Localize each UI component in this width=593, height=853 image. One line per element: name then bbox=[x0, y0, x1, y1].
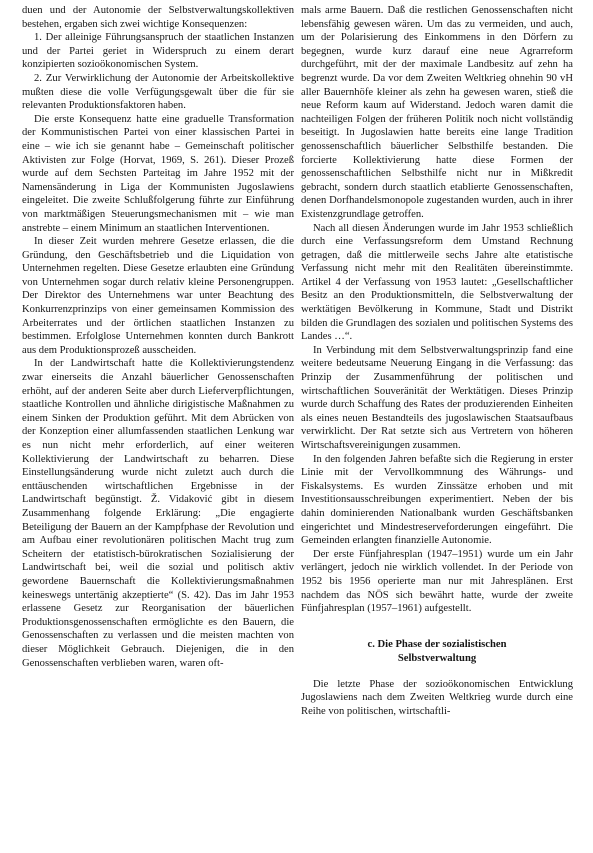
paragraph-party-transformation: Die erste Konsequenz hatte eine graduelle Transformation der Kommunistischen Partei von einer klassischen Partei in eine – wie ich sie genannt habe – Gemeinschaft politischer Aktivisten zur Folge (Horvat, 1969, S. 261). Dieser Prozeß wurde auf dem Sechsten Parteitag im Jahre 1952 mit der Namensänderung in Liga der Kommunisten Jugoslawiens eingeleitet. Die zweite Schlußfolgerung führte zur Einführung von marktmäßigen Steuerungsmechanismen mit – wie man anstrebte – einem Minimum an staatlichen Interventionen. bbox=[22, 113, 294, 234]
paragraph-final-phase: Die letzte Phase der sozioökonomischen Entwicklung Jugoslawiens nach dem Zweiten Weltkrieg wurde durch eine Reihe von politischen, wirtschaftli- bbox=[301, 678, 573, 717]
paragraph-enterprise-laws: In dieser Zeit wurden mehrere Gesetze erlassen, die die Gründung, den Geschäftsbetrieb und die Liquidation von Unternehmen regelten. Diese Gesetze erlaubten eine Gründung von Unternehmen sogar durch relativ kleine Personengruppen. Der Direktor des Unternehmens war unter Beachtung des Konkurrenzprinzips von einer gemeinsamen Kommission des Arbeiterrates und der örtlichen staatlichen Instanzen zu bestimmen. Erfolglose Unternehmen konnten durch Bankrott aus dem Produktionsprozeß ausscheiden. bbox=[22, 236, 294, 356]
section-heading-line-2: Selbstverwaltung bbox=[397, 652, 477, 664]
right-column bbox=[301, 4, 573, 719]
paragraph-monetary-system: In den folgenden Jahren befaßte sich die Regierung in erster Linie mit der Vervollkommnung des Währungs- und Fiskalsystems. Es wurden Zinssätze erhoben und mit Investitionsausschreibungen experimentiert. Neben der bis dahin dominierenden Nationalbank wurden Geschäftsbanken eingerichtet und Mindestreserveforderungen eingeführt. Die Gemeinden erlangten finanzielle Autonomie. bbox=[301, 453, 573, 547]
paragraph-consequence-2: 2. Zur Verwirklichung der Autonomie der Arbeitskollektive mußten diese die volle Verfügungsgewalt über die für sie relevanten Produktionsfaktoren haben. bbox=[22, 72, 294, 112]
paragraph-agrarian-reform: mals arme Bauern. Daß die restlichen Genossenschaften nicht lebensfähig gewesen wären. Um das zu vermeiden, und auch, um der Polarisierung des Einkommens in den Dörfern zu begegnen, wurde kurz darauf eine neue Agrarreform durchgeführt, mit der der maximale Landbesitz auf zehn ha begrenzt wurde. Da vor dem Zweiten Weltkrieg ohnehin 90 vH aller Bauernhöfe kleiner als zehn ha gewesen waren, stieß die neue Reform kaum auf Widerstand. Jedoch waren damit die nachteiligen Folgen der früheren Politik noch nicht vollständig beseitigt. In Jugoslawien hatte bereits eine lange Tradition genossenschaftlich bäuerlicher Selbsthilfe bestanden. Die forcierte Kollektivierung hatte diese Formen der genossenschaftlichen Selbsthilfe nicht nur in Mißkredit gebracht, sondern durch staatlich etablierte Genossenschaften, denen Dorfhandelsmonopole zugestanden wurden, auch in ihrer Existenzgrundlage getroffen. bbox=[301, 5, 573, 220]
paragraph-consequence-1: 1. Der alleinige Führungsanspruch der staatlichen Instanzen und der Partei geriet in Widerspruch zu einem derart konzipierten sozioökonomischen System. bbox=[22, 32, 294, 71]
section-heading bbox=[301, 638, 573, 666]
paragraph-constitution-1953: Nach all diesen Änderungen wurde im Jahr 1953 schließlich durch eine Verfassungsreform dem Umstand Rechnung getragen, daß die mittlerweile sechs Jahre alte etatistische Verfassung nicht mehr mit den Realitäten übereinstimmte. Artikel 4 der Verfassung von 1953 lautet: „Gesellschaftlicher Besitz an den Produktionsmitteln, die Selbstverwaltung der werktätigen Bevölkerung in Kommune, Stadt und Distrikt bilden die Grundlagen des sozialen und politischen Systems des Landes …“. bbox=[301, 222, 573, 343]
left-column bbox=[22, 4, 294, 670]
section-heading-line-1: c. Die Phase der sozialistischen bbox=[367, 638, 507, 650]
paragraph-agriculture: In der Landwirtschaft hatte die Kollektivierungstendenz zwar einerseits die Anzahl bäuerlicher Genossenschaften erhöht, auf der anderen Seite aber durch Lieferverpflichtungen, staatliche Kontrollen und ähnliche dirigistische Maßnahmen zu einem Sinken der Produktion geführt. Mit dem Abrücken von der Konzeption einer allumfassenden staatlichen Lenkung war es nun nicht mehr erforderlich, auf einer weiteren Kollektivierung der Landwirtschaft zu beharren. Diese Einstellungsänderung wurde nicht zuletzt auch durch die enttäuschenden wirtschaftlichen Ergebnisse in der Landwirtschaft begünstigt. Ž. Vidaković gibt in diesem Zusammenhang folgende Erklärung: „Die engagierte Beteiligung der Bauern an der Kampfphase der Revolution und am Aufbau einer revolutionären politischen Macht trug zum Scheitern der etatistisch-bürokratischen Sozialisierung der Landwirtschaft bei, weil die sozial und politisch aktiv gewordene Bauernschaft die Kollektivierungsmaßnahmen keineswegs untertänig akzeptierte“ (S. 42). Das im Jahr 1953 erlassene Gesetz zur Reorganisation der bäuerlichen Produktionsgenossenschaften ermöglichte es den Bauern, die Genossenschaften zu verlassen und die meisten machten von dieser Möglichkeit Gebrauch. Diejenigen, die in den Genossenschaften verblieben waren, waren oft- bbox=[22, 358, 294, 669]
paragraph-five-year-plans: Der erste Fünfjahresplan (1947–1951) wurde um ein Jahr verlängert, jedoch nie wirklich vollendet. In der Periode von 1952 bis 1956 operierte man nur mit Jahresplänen. Erst nachdem das NÖS sich bewährt hatte, wurde der zweite Fünfjahresplan (1957–1961) aufgestellt. bbox=[301, 548, 573, 615]
paragraph-council-producers: In Verbindung mit dem Selbstverwaltungsprinzip fand eine weitere bedeutsame Neuerung Eingang in die Verfassung: das Prinzip der Zusammenführung der politischen und wirtschaftlichen Souveränität der Werktätigen. Dieses Prinzip wurde durch Schaffung des Rates der produzierenden Einheiten als eines neuen Bestandteils des jugoslawischen Staatsaufbaus verwirklicht. Der Rat setzte sich aus Vertretern von höheren Wirtschaftsvereinigungen zusammen. bbox=[301, 344, 573, 451]
paragraph-continuation: duen und der Autonomie der Selbstverwaltungskollektiven bestehen, ergaben sich zwei wichtige Konsequenzen: bbox=[22, 5, 294, 30]
